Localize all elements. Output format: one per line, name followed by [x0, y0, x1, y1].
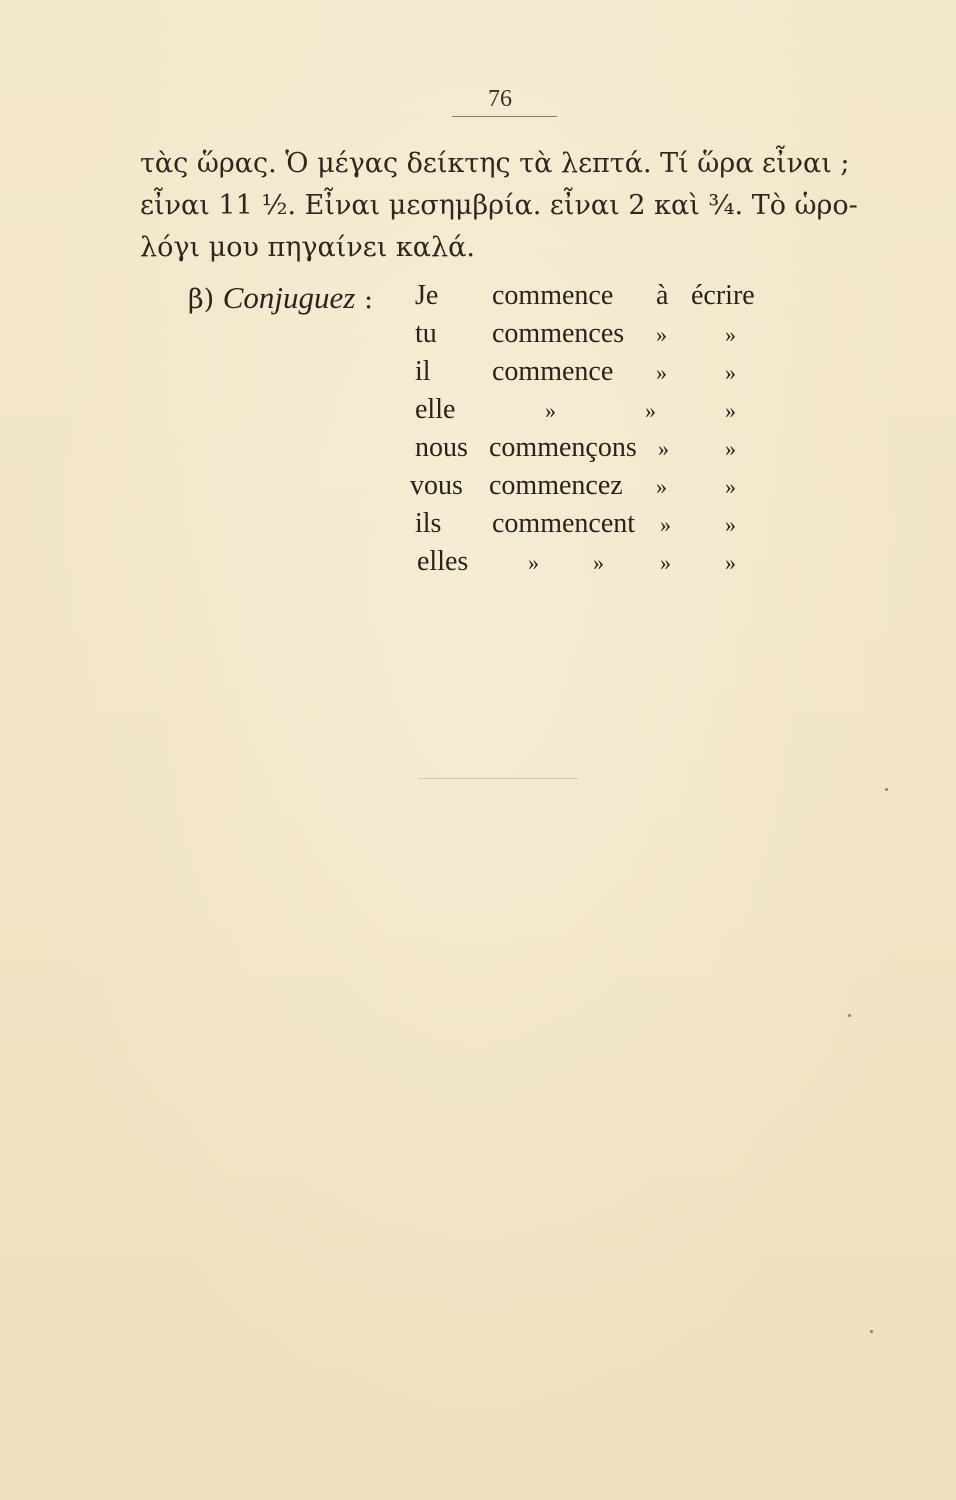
greek-text-line-1: τὰς ὥρας. Ὁ μέγας δείκτης τὰ λεπτά. Τί ὥρα εἶναι ; — [140, 148, 850, 179]
verb-form: commence — [492, 280, 614, 311]
faint-divider — [418, 778, 578, 779]
ditto-mark: » — [656, 474, 667, 499]
ditto-mark: » — [725, 474, 736, 499]
exercise-title: Conjuguez — [222, 280, 356, 315]
greek-text-line-2: εἶναι 11 ½. Εἶναι μεσημβρία. εἶναι 2 καὶ ¾. Τὸ ὡρο- — [140, 190, 858, 221]
conjugation-row — [0, 280, 956, 318]
verb-form: commencent — [492, 508, 636, 539]
greek-text-line-3: λόγι μου πηγαίνει καλά. — [140, 232, 475, 263]
ditto-mark: » — [656, 360, 667, 385]
pronoun: il — [415, 356, 431, 387]
ditto-mark: » — [725, 398, 736, 423]
pronoun: Je — [415, 280, 439, 311]
ditto-mark: » — [725, 360, 736, 385]
ditto-mark: » — [725, 512, 736, 537]
conjugation-row — [0, 470, 956, 508]
exercise-colon: : — [363, 284, 374, 315]
verb-form: commence — [492, 356, 614, 387]
pronoun: vous — [410, 470, 463, 501]
exercise-label: β) — [188, 284, 215, 315]
ditto-mark: » — [645, 398, 656, 423]
verb-form: commencez — [489, 470, 623, 501]
pronoun: ils — [415, 508, 442, 539]
conjugation-row — [0, 356, 956, 394]
pronoun: elle — [415, 394, 456, 425]
header-rule — [452, 116, 557, 117]
conjugation-row — [0, 432, 956, 470]
pronoun: tu — [415, 318, 437, 349]
conjugation-row — [0, 508, 956, 546]
ditto-mark: » — [660, 512, 671, 537]
ditto-mark: » — [656, 322, 667, 347]
ditto-mark: » — [725, 436, 736, 461]
infinitive: écrire — [691, 280, 755, 311]
ink-speck — [848, 1014, 851, 1017]
pronoun: elles — [417, 546, 469, 577]
ditto-mark: » — [725, 322, 736, 347]
preposition: à — [656, 280, 669, 311]
ditto-mark: » — [725, 550, 736, 575]
ditto-mark: » — [545, 398, 556, 423]
ditto-mark: » — [660, 550, 671, 575]
ditto-mark: » — [658, 436, 669, 461]
verb-form: commences — [492, 318, 625, 349]
conjugation-row — [0, 546, 956, 584]
conjugation-row — [0, 394, 956, 432]
pronoun: nous — [415, 432, 468, 463]
ditto-mark: » — [528, 550, 539, 575]
verb-form: commençons — [489, 432, 637, 463]
ink-speck — [870, 1330, 873, 1333]
page-number: 76 — [488, 86, 512, 112]
conjugation-row — [0, 318, 956, 356]
ditto-mark: » — [593, 550, 604, 575]
ink-speck — [885, 788, 888, 791]
